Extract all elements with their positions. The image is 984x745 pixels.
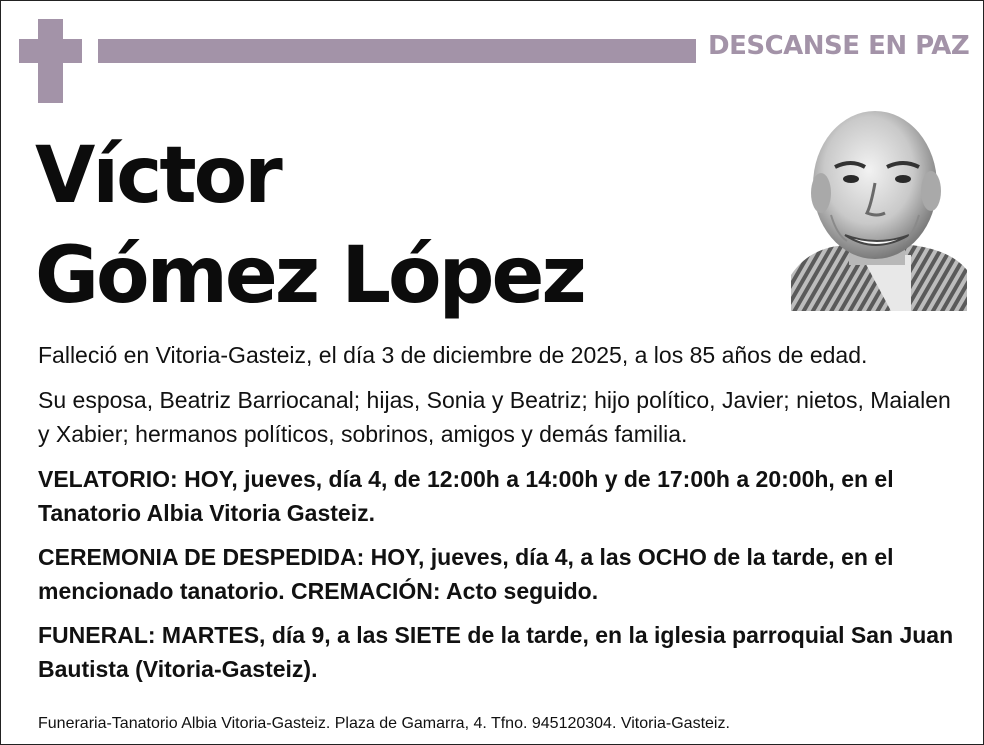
deceased-surnames: Gómez López: [35, 231, 584, 321]
portrait-photo: [791, 105, 967, 311]
cross-icon-bar: [19, 39, 82, 63]
ceremony-details: CEREMONIA DE DESPEDIDA: HOY, jueves, día 4, a las OCHO de la tarde, en el mencionado tanatorio. CREMACIÓN: Acto seguido.: [38, 544, 894, 604]
header-band: [98, 39, 696, 63]
deceased-first-name: Víctor: [35, 131, 280, 221]
wake-details: VELATORIO: HOY, jueves, día 4, de 12:00h a 14:00h y de 17:00h a 20:00h, en el Tanatorio Albia Vitoria Gasteiz.: [38, 466, 894, 526]
death-notice: Falleció en Vitoria-Gasteiz, el día 3 de diciembre de 2025, a los 85 años de edad.: [38, 342, 868, 368]
portrait-image: [791, 105, 967, 311]
funeral-home-footer: Funeraria-Tanatorio Albia Vitoria-Gasteiz. Plaza de Gamarra, 4. Tfno. 945120304. Vitoria-Gasteiz.: [38, 715, 730, 732]
funeral-details: FUNERAL: MARTES, día 9, a las SIETE de la tarde, en la iglesia parroquial San Juan Bautista (Vitoria-Gasteiz).: [38, 622, 954, 682]
family-list: Su esposa, Beatriz Barriocanal; hijas, Sonia y Beatriz; hijo político, Javier; nietos, Maialen y Xabier; hermanos políticos, sobrinos, amigos y demás familia.: [38, 387, 951, 447]
header-title: DESCANSE EN PAZ: [708, 31, 970, 61]
